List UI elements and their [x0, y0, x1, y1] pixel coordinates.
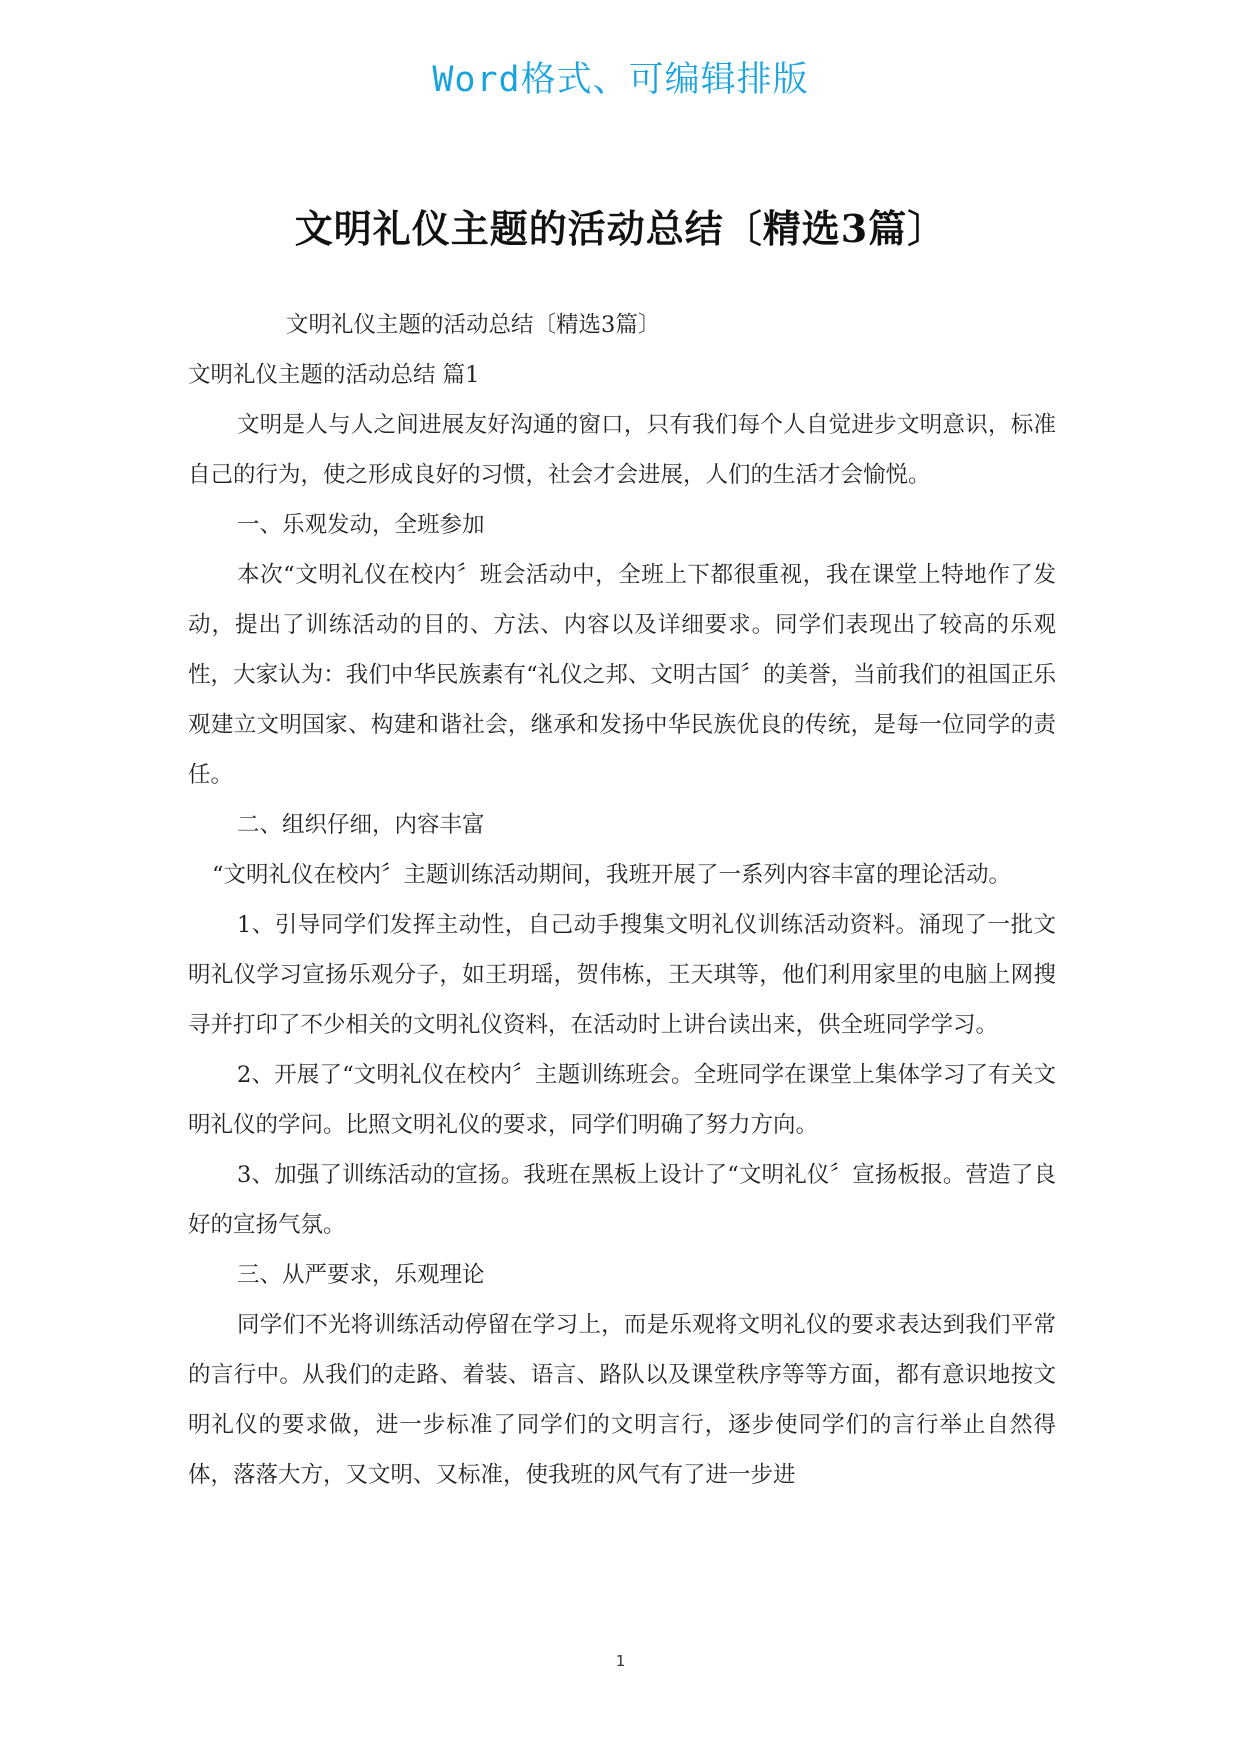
paragraph-item-3: 3、加强了训练活动的宣扬。我班在黑板上设计了“文明礼仪〞宣扬板报。营造了良好的宣扬气氛。: [188, 1162, 1056, 1238]
document-subtitle: 文明礼仪主题的活动总结〔精选3篇〕: [286, 312, 661, 338]
paragraph-intro: 文明是人与人之间进展友好沟通的窗口，只有我们每个人自觉进步文明意识，标准自己的行为，使之形成良好的习惯，社会才会进展，人们的生活才会愉悦。: [188, 412, 1056, 488]
paragraph-mobilization: 本次“文明礼仪在校内〞班会活动中，全班上下都很重视，我在课堂上特地作了发动，提出了训练活动的目的、方法、内容以及详细要求。同学们表现出了较高的乐观性，大家认为：我们中华民族素有“礼仪之邦、文明古国〞的美誉，当前我们的祖国正乐观建立文明国家、构建和谐社会，继承和发扬中华民族优良的传统，是每一位同学的责任。: [188, 562, 1056, 788]
document-banner: Word格式、可编辑排版: [432, 60, 809, 100]
paragraph-practice: 同学们不光将训练活动停留在学习上，而是乐观将文明礼仪的要求表达到我们平常的言行中。从我们的走路、着装、语言、路队以及课堂秩序等等方面，都有意识地按文明礼仪的要求做，进一步标准了同学们的文明言行，逐步使同学们的言行举止自然得体，落落大方，又文明、又标准，使我班的风气有了进一步进: [188, 1312, 1056, 1488]
page-number: 1: [615, 1652, 626, 1670]
paragraph-item-1: 1、引导同学们发挥主动性，自己动手搜集文明礼仪训练活动资料。涌现了一批文明礼仪学习宣扬乐观分子，如王玥瑶，贺伟栋，王天琪等，他们利用家里的电脑上网搜寻并打印了不少相关的文明礼仪资料，在活动时上讲台读出来，供全班同学学习。: [188, 912, 1056, 1038]
document-body: [188, 300, 1056, 1500]
paragraph-activities: “文明礼仪在校内〞主题训练活动期间，我班开展了一系列内容丰富的理论活动。: [212, 862, 1012, 888]
subheading-three: 三、从严要求，乐观理论: [237, 1262, 485, 1288]
section-heading: 文明礼仪主题的活动总结 篇1: [188, 362, 480, 388]
paragraph-item-2: 2、开展了“文明礼仪在校内〞主题训练班会。全班同学在课堂上集体学习了有关文明礼仪的学问。比照文明礼仪的要求，同学们明确了努力方向。: [188, 1062, 1056, 1138]
document-title: 文明礼仪主题的活动总结〔精选3篇〕: [294, 206, 947, 251]
subheading-one: 一、乐观发动，全班参加: [237, 512, 485, 538]
subheading-two: 二、组织仔细，内容丰富: [237, 812, 485, 838]
